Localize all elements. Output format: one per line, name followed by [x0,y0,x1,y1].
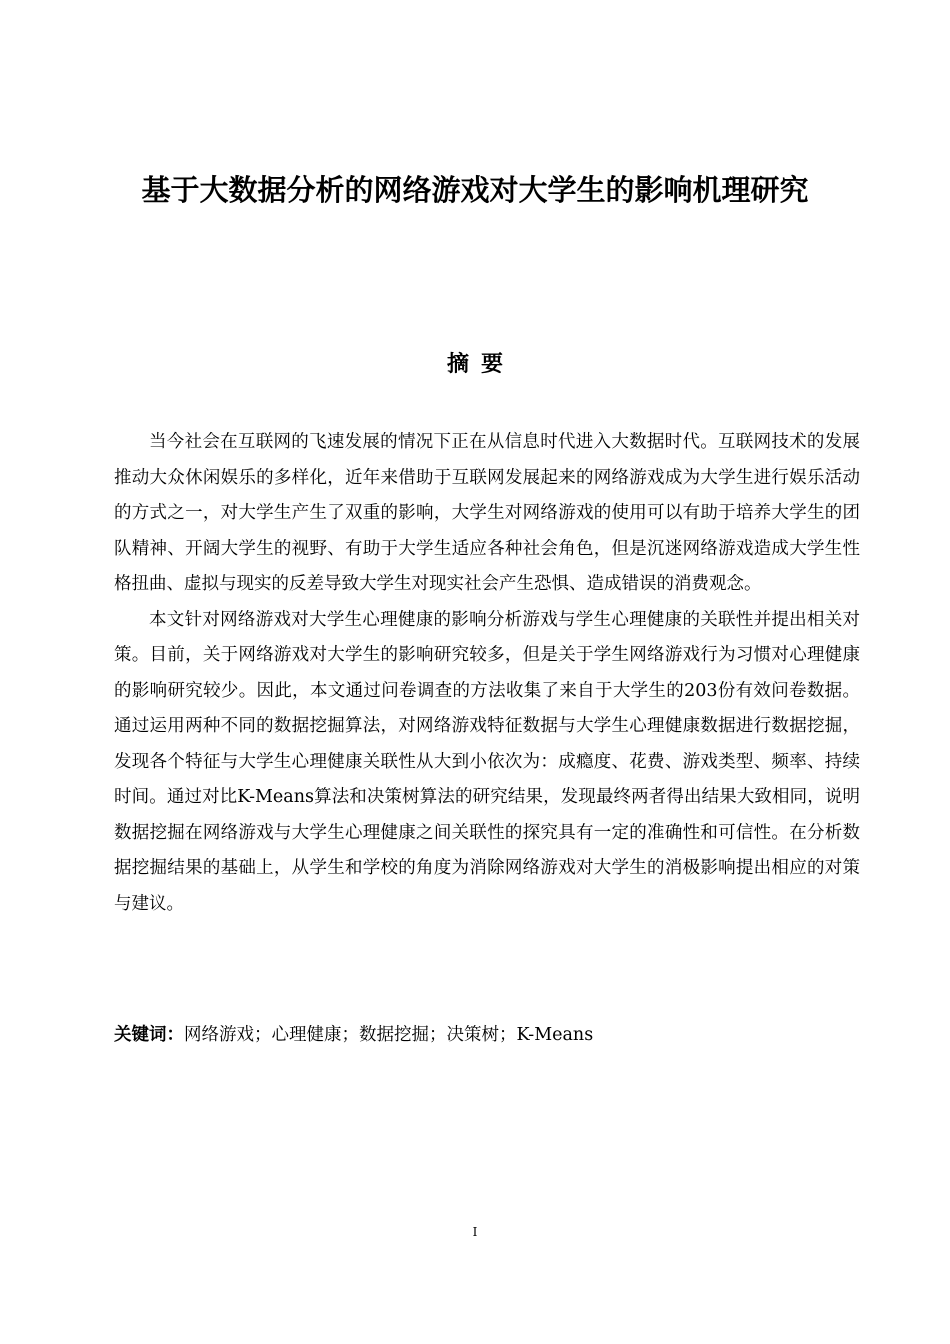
keywords-label: 关键词： [114,1025,184,1045]
document-title: 基于大数据分析的网络游戏对大学生的影响机理研究 [141,173,809,207]
keywords-value: 网络游戏；心理健康；数据挖掘；决策树；K-Means [184,1025,594,1045]
abstract-heading: 摘要 [446,352,515,377]
abstract-paragraph-2: 本文针对网络游戏对大学生心理健康的影响分析游戏与学生心理健康的关联性并提出相关对策。目前，关于网络游戏对大学生的影响研究较多，但是关于学生网络游戏行为习惯对心理健康的影响研究较少。因此，本文通过问卷调查的方法收集了来自于大学生的203份有效问卷数据。通过运用两种不同的数据挖掘算法，对网络游戏特征数据与大学生心理健康数据进行数据挖掘，发现各个特征与大学生心理健康关联性从大到小依次为：成瘾度、花费、游戏类型、频率、持续时间。通过对比K-Means算法和决策树算法的研究结果，发现最终两者得出结果大致相同，说明数据挖掘在网络游戏与大学生心理健康之间关联性的探究具有一定的准确性和可信性。在分析数据挖掘结果的基础上，从学生和学校的角度为消除网络游戏对大学生的消极影响提出相应的对策与建议。 [114,609,860,914]
abstract-body [114,425,860,922]
keywords-line [114,1020,860,1050]
abstract-paragraph-1: 当今社会在互联网的飞速发展的情况下正在从信息时代进入大数据时代。互联网技术的发展推动大众休闲娱乐的多样化，近年来借助于互联网发展起来的网络游戏成为大学生进行娱乐活动的方式之一，对大学生产生了双重的影响，大学生对网络游戏的使用可以有助于培养大学生的团队精神、开阔大学生的视野、有助于大学生适应各种社会角色，但是沉迷网络游戏造成大学生性格扭曲、虚拟与现实的反差导致大学生对现实社会产生恐惧、造成错误的消费观念。 [114,432,860,594]
page-number: I [472,1225,478,1239]
